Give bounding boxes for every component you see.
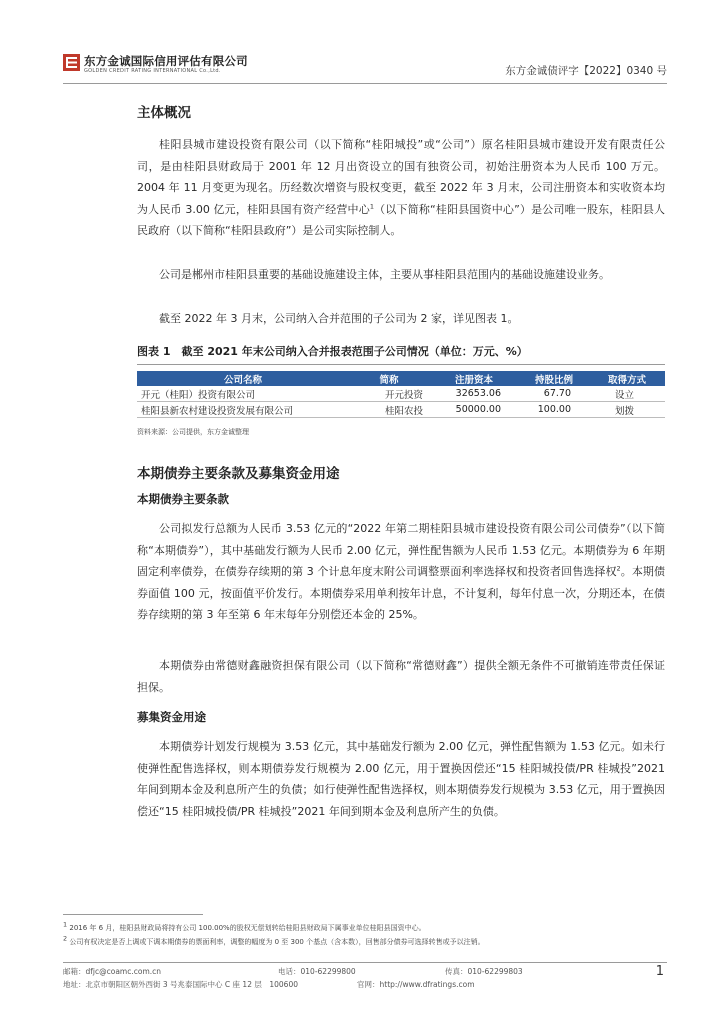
subsection-title-fund-use: 募集资金用途	[137, 710, 206, 724]
footnote-ref-2: 2	[616, 564, 621, 573]
overview-p1-text-a: 桂阳县城市建设投资有限公司（以下简称“桂阳城投”或“公司”）原名桂阳县城市建设开发有限责任公司，是由桂阳县财政局于 2001 年 12 月出资设立的国有独资公司，初始注册资本为人民币 100 万元。2004 年 11 月变更为现名。历经数次增资与股权变更，截至 2022 年 3 月末，公司注册资本和实收资本均为人民币 3.00 亿元，桂阳县国有资产经营中心	[137, 138, 665, 216]
subsidiaries-table	[137, 371, 665, 418]
footer-divider	[63, 962, 667, 963]
col-header-company: 公司名称	[137, 371, 349, 386]
footer-phone: 电话：010-62299800	[278, 967, 356, 976]
cell-share: 100.00	[519, 402, 589, 418]
footnote-1-text: 2016 年 6 月，桂阳县财政局将持有公司 100.00%的股权无偿划转给桂阳县财政局下属事业单位桂阳县国资中心。	[69, 924, 426, 932]
cell-capital: 50000.00	[429, 402, 519, 418]
table-title-divider	[137, 364, 665, 365]
footer-fax: 传真：010-62299803	[445, 967, 523, 976]
footnote-divider	[63, 914, 203, 915]
col-header-method: 取得方式	[589, 371, 665, 386]
cell-company: 开元（桂阳）投资有限公司	[137, 386, 349, 402]
document-number: 东方金诚债评字【2022】0340 号	[505, 65, 667, 77]
col-header-capital: 注册资本	[429, 371, 519, 386]
col-header-abbr: 简称	[349, 371, 429, 386]
page-header	[63, 52, 667, 82]
footnote-ref-1: 1	[369, 202, 375, 211]
cell-abbr: 开元投资	[349, 386, 429, 402]
cell-company: 桂阳县新农村建设投资发展有限公司	[137, 402, 349, 418]
table-1-title: 图表 1 截至 2021 年末公司纳入合并报表范围子公司情况（单位：万元、%）	[137, 345, 528, 358]
fund-use-paragraph: 本期债券计划发行规模为 3.53 亿元，其中基础发行额为 2.00 亿元，弹性配售额为 1.53 亿元。如未行使弹性配售选择权，则本期债券发行规模为 2.00 亿元，用于置换因偿还“15 桂阳城投债/PR 桂城投”2021 年间到期本金及利息所产生的负债；如行使弹性配售选择权，则本期债券发行规模为 3.53 亿元，用于置换因偿还“15 桂阳城投债/PR 桂城投”2021 年间到期本金及利息所产生的负债。	[137, 740, 665, 818]
table-source-note: 资料来源：公司提供，东方金诚整理	[137, 428, 249, 436]
footnote-2	[63, 934, 485, 947]
footnote-1-mark: 1	[63, 920, 68, 929]
footnote-2-mark: 2	[63, 934, 68, 943]
col-header-share: 持股比例	[519, 371, 589, 386]
bond-terms-paragraph-1	[137, 518, 665, 626]
company-name-en: GOLDEN CREDIT RATING INTERNATIONAL Co.,Ltd.	[84, 68, 221, 74]
footnote-2-text: 公司有权决定是否上调或下调本期债券的票面利率，调整的幅度为 0 至 300 个基点（含本数），回售部分债券可选择转售或予以注销。	[69, 938, 485, 946]
bond-terms-paragraph-2: 本期债券由常德财鑫融资担保有限公司（以下简称“常德财鑫”）提供全额无条件不可撤销连带责任保证担保。	[137, 659, 665, 694]
overview-p1-text-b: （以下简称“桂阳县国资中心”）是公司唯一股东，桂阳县人民政府（以下简称“桂阳县政府”）是公司实际控制人。	[137, 202, 665, 238]
company-name-cn: 东方金诚国际信用评估有限公司	[84, 54, 248, 68]
section-title-overview: 主体概况	[137, 105, 191, 121]
cell-share: 67.70	[519, 386, 589, 402]
section-title-bond-terms: 本期债券主要条款及募集资金用途	[137, 466, 340, 482]
header-divider	[63, 83, 667, 84]
company-logo-icon	[63, 54, 80, 71]
overview-paragraph-1	[137, 134, 665, 242]
footer-website: 官网：http://www.dfratings.com	[357, 980, 475, 989]
table-header-row	[137, 371, 665, 386]
footer-address: 地址：北京市朝阳区朝外西街 3 号兆泰国际中心 C 座 12 层 100600	[63, 980, 298, 989]
table-row	[137, 402, 665, 418]
page-number: 1	[655, 964, 664, 979]
subsection-title-main-terms: 本期债券主要条款	[137, 492, 229, 506]
table-row	[137, 386, 665, 402]
bond-p1-text-b: 。本期债券面值 100 元，按面值平价发行。本期债券采用单利按年计息，不计复利，每年付息一次，分期还本，在债券存续期的第 3 年至第 6 年末每年分别偿还本金的 25%。	[137, 565, 665, 622]
cell-abbr: 桂阳农投	[349, 402, 429, 418]
cell-method: 划拨	[589, 402, 665, 418]
footer-email: 邮箱：dfjc@coamc.com.cn	[63, 967, 162, 976]
footnote-1	[63, 920, 426, 933]
overview-paragraph-2: 公司是郴州市桂阳县重要的基础设施建设主体，主要从事桂阳县范围内的基础设施建设业务。	[159, 268, 610, 281]
overview-paragraph-3: 截至 2022 年 3 月末，公司纳入合并范围的子公司为 2 家，详见图表 1。	[159, 312, 519, 325]
cell-capital: 32653.06	[429, 386, 519, 402]
cell-method: 设立	[589, 386, 665, 402]
bond-p1-text-a: 公司拟发行总额为人民币 3.53 亿元的“2022 年第二期桂阳县城市建设投资有限公司公司债券”（以下简称“本期债券”），其中基础发行额为人民币 2.00 亿元，弹性配售额为人民币 1.53 亿元。本期债券为 6 年期固定利率债券，在债券存续期的第 3 个计息年度末附公司调整票面利率选择权和投资者回售选择权	[137, 522, 665, 579]
